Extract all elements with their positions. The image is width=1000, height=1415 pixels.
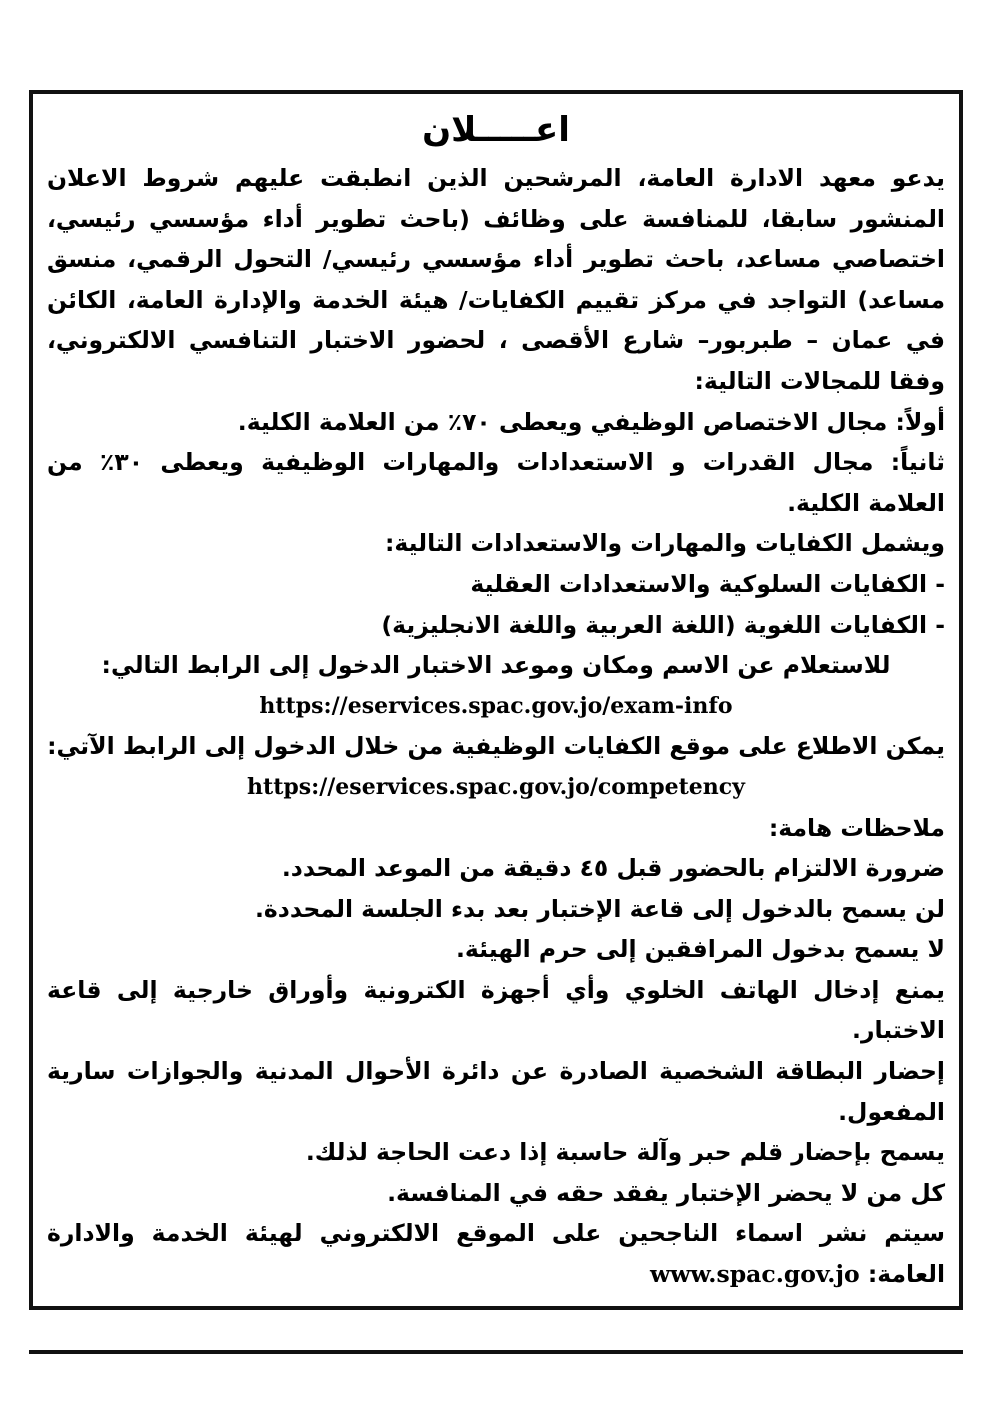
first-field: أولاً: مجال الاختصاص الوظيفي ويعطى ٧٠٪ من العلامة الكلية. (237, 407, 945, 436)
publish-notice (47, 1213, 945, 1294)
announcement-frame (29, 90, 963, 1310)
bottom-divider (29, 1350, 963, 1354)
website-link[interactable]: www.spac.gov.jo (649, 1260, 860, 1289)
includes-heading: ويشمل الكفايات والمهارات والاستعدادات التالية: (385, 529, 945, 558)
competency-text: يمكن الاطلاع على موقع الكفايات الوظيفية من خلال الدخول إلى الرابط الآتي: (47, 732, 945, 761)
second-field: ثانياً: مجال القدرات و الاستعدادات والمهارات الوظيفية ويعطى ٣٠٪ من العلامة الكلية. (47, 448, 945, 517)
bullet-item: - الكفايات السلوكية والاستعدادات العقلية (47, 564, 945, 605)
announcement-content (47, 104, 945, 1298)
note-item: إحضار البطاقة الشخصية الصادرة عن دائرة الأحوال المدنية والجوازات سارية المفعول. (47, 1057, 945, 1126)
publish-text: سيتم نشر اسماء الناجحين على الموقع الالكتروني لهيئة الخدمة والادارة العامة: (47, 1219, 945, 1289)
notes-title: ملاحظات هامة: (768, 813, 945, 842)
bullet-item: - الكفايات اللغوية (اللغة العربية واللغة الانجليزية) (47, 605, 945, 646)
note-item: ضرورة الالتزام بالحضور قبل ٤٥ دقيقة من الموعد المحدد. (281, 854, 945, 883)
intro-paragraph: يدعو معهد الادارة العامة، المرشحين الذين انطبقت عليهم شروط الاعلان المنشور سابقا، للمنافسة على وظائف (باحث تطوير أداء مؤسسي رئيسي، اختصاصي مساعد، باحث تطوير أداء مؤسسي رئيسي/ التحول الرقمي، منسق مساعد) التواجد في مركز تقييم الكفايات/ هيئة الخدمة والإدارة العامة، الكائن في عمان – طبربور– شارع الأقصى ، لحضور الاختبار التنافسي الالكتروني، وفقا للمجالات التالية: (47, 164, 945, 395)
announcement-title: اعـــــلان (422, 110, 570, 150)
inquiry-text: للاستعلام عن الاسم ومكان وموعد الاختبار الدخول إلى الرابط التالي: (101, 651, 891, 680)
note-item: لن يسمح بالدخول إلى قاعة الإختبار بعد بدء الجلسة المحددة. (255, 894, 945, 923)
note-item: يمنع إدخال الهاتف الخلوي وأي أجهزة الكترونية وأوراق خارجية إلى قاعة الاختبار. (47, 975, 945, 1045)
note-item: كل من لا يحضر الإختبار يفقد حقه في المنافسة. (387, 1178, 945, 1207)
competency-link[interactable]: https://eservices.spac.gov.jo/competency (247, 773, 745, 800)
exam-info-link[interactable]: https://eservices.spac.gov.jo/exam-info (259, 692, 733, 719)
note-item: يسمح بإحضار قلم حبر وآلة حاسبة إذا دعت الحاجة لذلك. (305, 1138, 945, 1167)
note-item: لا يسمح بدخول المرافقين إلى حرم الهيئة. (455, 935, 945, 964)
